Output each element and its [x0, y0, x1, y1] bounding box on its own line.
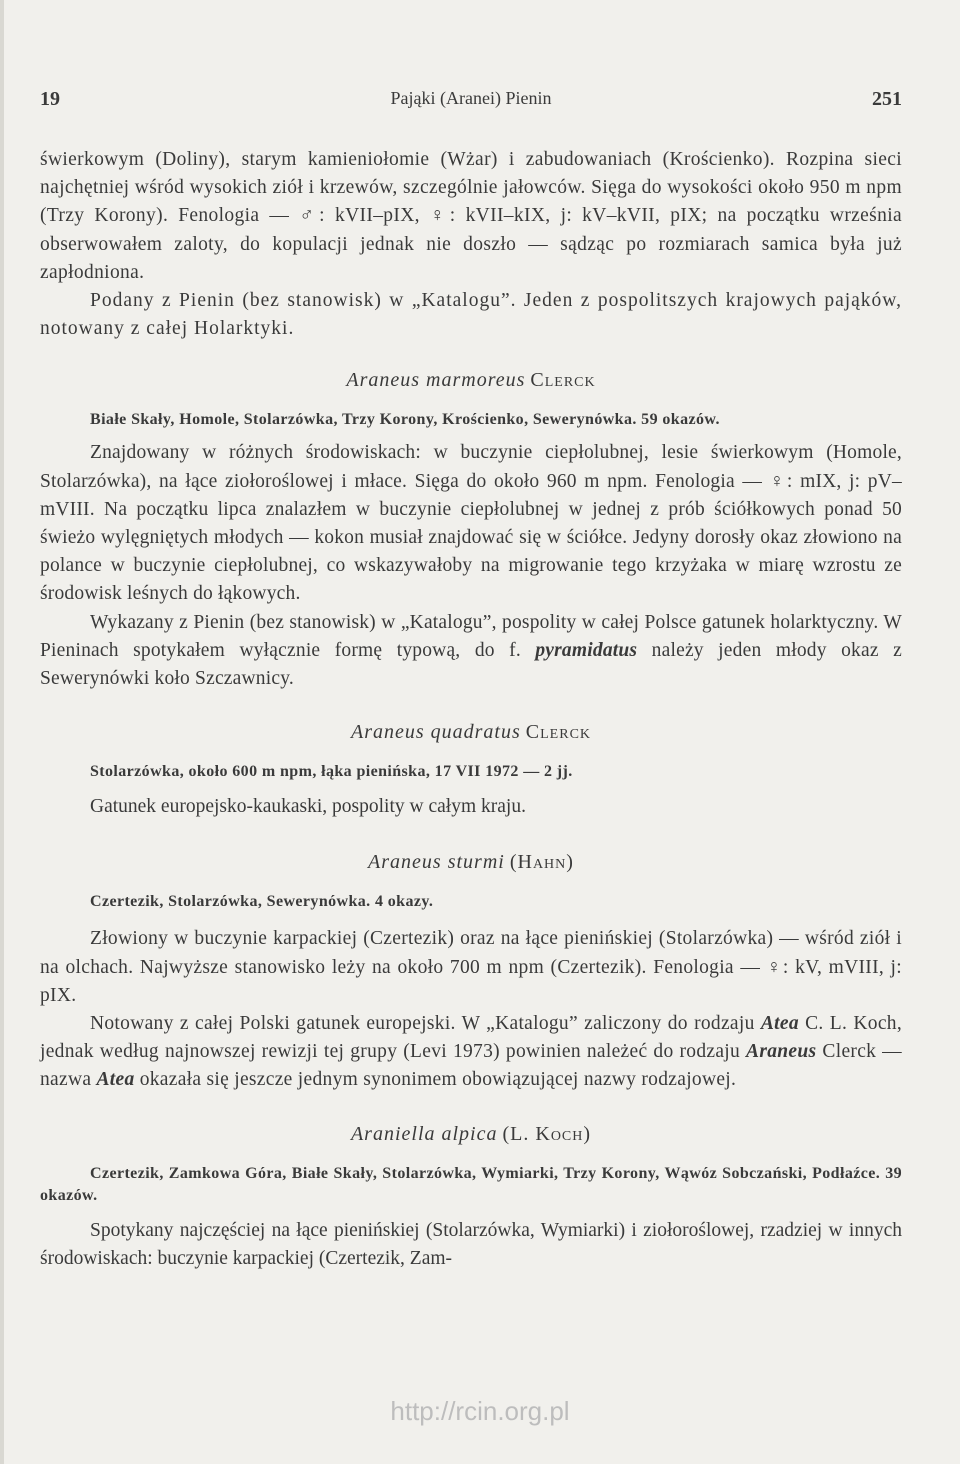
text-run: Wykazany z Pienin (bez stanowisk) w „Katalogu”, pospolity w całej Polsce gatunek holarktyczny. W Pieninach spotykałem wyłącznie formę typową, do f. — [40, 611, 902, 661]
scan-edge — [0, 0, 4, 1464]
species-author: Clerck — [530, 369, 596, 392]
page-number: 251 — [872, 88, 902, 110]
text-run: C. L. Koch, jednak według najnowszej rewizji tej grupy (Levi 1973) powinien należeć do rodzaju — [40, 1013, 902, 1063]
paragraph: świerkowym (Doliny), starym kamieniołomie (Wżar) i zabudowaniach (Krościenko). Rozpina sieci najchętniej wśród wysokich ziół i krzewów, szczególnie jałowców. Sięga do wysokości około 950 m npm (Trzy Korony). Fenologia — ♂: kVII–pIX, ♀: kVII–kIX, j: kV–kVII, pIX; na początku września obserwowałem zaloty, do kopulacji jednak nie doszło — sądząc po rozmiarach samica była już zapłodniona. — [40, 149, 902, 283]
species-name: Araneus sturmi — [368, 851, 505, 874]
locality-list: Białe Skały, Homole, Stolarzówka, Trzy Korony, Krościenko, Sewerynówka. 59 okazów. — [90, 411, 720, 429]
header-page-left: 19 — [40, 88, 60, 110]
text-run: okazała się jeszcze jednym synonimem obowiązującej nazwy rodzajowej. — [134, 1069, 737, 1091]
species-author: (Hahn) — [509, 851, 574, 874]
species-author: (L. Koch) — [502, 1122, 592, 1145]
text-run: Clerck — nazwa — [40, 1041, 902, 1091]
species-heading — [40, 365, 902, 395]
header-title: Pająki (Aranei) Pienin — [390, 88, 552, 108]
species-heading — [40, 717, 902, 747]
locality-list: Czertezik, Zamkowa Góra, Białe Skały, Stolarzówka, Wymiarki, Trzy Korony, Wąwóz Sobczański, Podłaźce. 39 okazów. — [40, 1164, 902, 1204]
body-text — [40, 146, 902, 1273]
text-run: Notowany z całej Polski gatunek europejski. W „Katalogu” zaliczony do rodzaju — [90, 1013, 761, 1035]
paragraph: Podany z Pienin (bez stanowisk) w „Katalogu”. Jeden z pospolitszych krajowych pająków, notowany z całej Holarktyki. — [40, 290, 902, 340]
italic-term: Atea — [96, 1069, 135, 1091]
source-url: http://rcin.org.pl — [390, 1396, 570, 1426]
paragraph: Spotykany najczęściej na łące pienińskiej (Stolarzówka, Wymiarki) i ziołoroślowej, rzadziej w innych środowiskach: buczynie karpackiej (Czertezik, Zam- — [40, 1219, 902, 1269]
species-name: Araneus quadratus — [350, 721, 521, 744]
species-author: Clerck — [525, 721, 592, 744]
italic-term: Atea — [760, 1013, 799, 1035]
locality-list: Czertezik, Stolarzówka, Sewerynówka. 4 okazy. — [90, 893, 434, 911]
paragraph — [40, 1010, 902, 1095]
paragraph: Gatunek europejsko-kaukaski, pospolity w całym kraju. — [90, 796, 526, 818]
species-name: Araniella alpica — [350, 1122, 498, 1145]
italic-term: pyramidatus — [535, 639, 638, 661]
species-name: Araneus marmoreus — [346, 369, 526, 392]
paragraph — [40, 609, 902, 694]
paragraph: Złowiony w buczynie karpackiej (Czertezik) oraz na łące pienińskiej (Stolarzówka) — wśród ziół i na olchach. Najwyższe stanowisko leży na około 700 m npm (Czertezik). Fenologia — ♀: kV, mVIII, j: pIX. — [40, 928, 902, 1006]
italic-term: Araneus — [746, 1041, 817, 1063]
species-heading — [40, 847, 902, 877]
species-heading — [40, 1119, 902, 1149]
text-run: należy jeden młody okaz z Sewerynówki koło Szczawnicy. — [40, 639, 902, 690]
running-header — [40, 88, 902, 118]
paragraph: Znajdowany w różnych środowiskach: w buczynie ciepłolubnej, lesie świerkowym (Homole, Stolarzówka), na łące ziołoroślowej i młace. Sięga do około 960 m npm. Fenologia — ♀: mIX, j: pV–mVIII. Na początku lipca znalazłem w buczynie ciepłolubnej w jednej z prób ściółkowych ponad 50 świeżo wylęgniętych młodych — kokon musiał znajdować się w ściółce. Jedyny dorosły okaz złowiono na polance w buczynie ciepłolubnej, co wskazywałoby na migrowanie tego krzyżaka w miarę wzrostu ze środowisk leśnych do łąkowych. — [40, 442, 902, 605]
locality-list: Stolarzówka, około 600 m npm, łąka pienińska, 17 VII 1972 — 2 jj. — [90, 763, 573, 781]
